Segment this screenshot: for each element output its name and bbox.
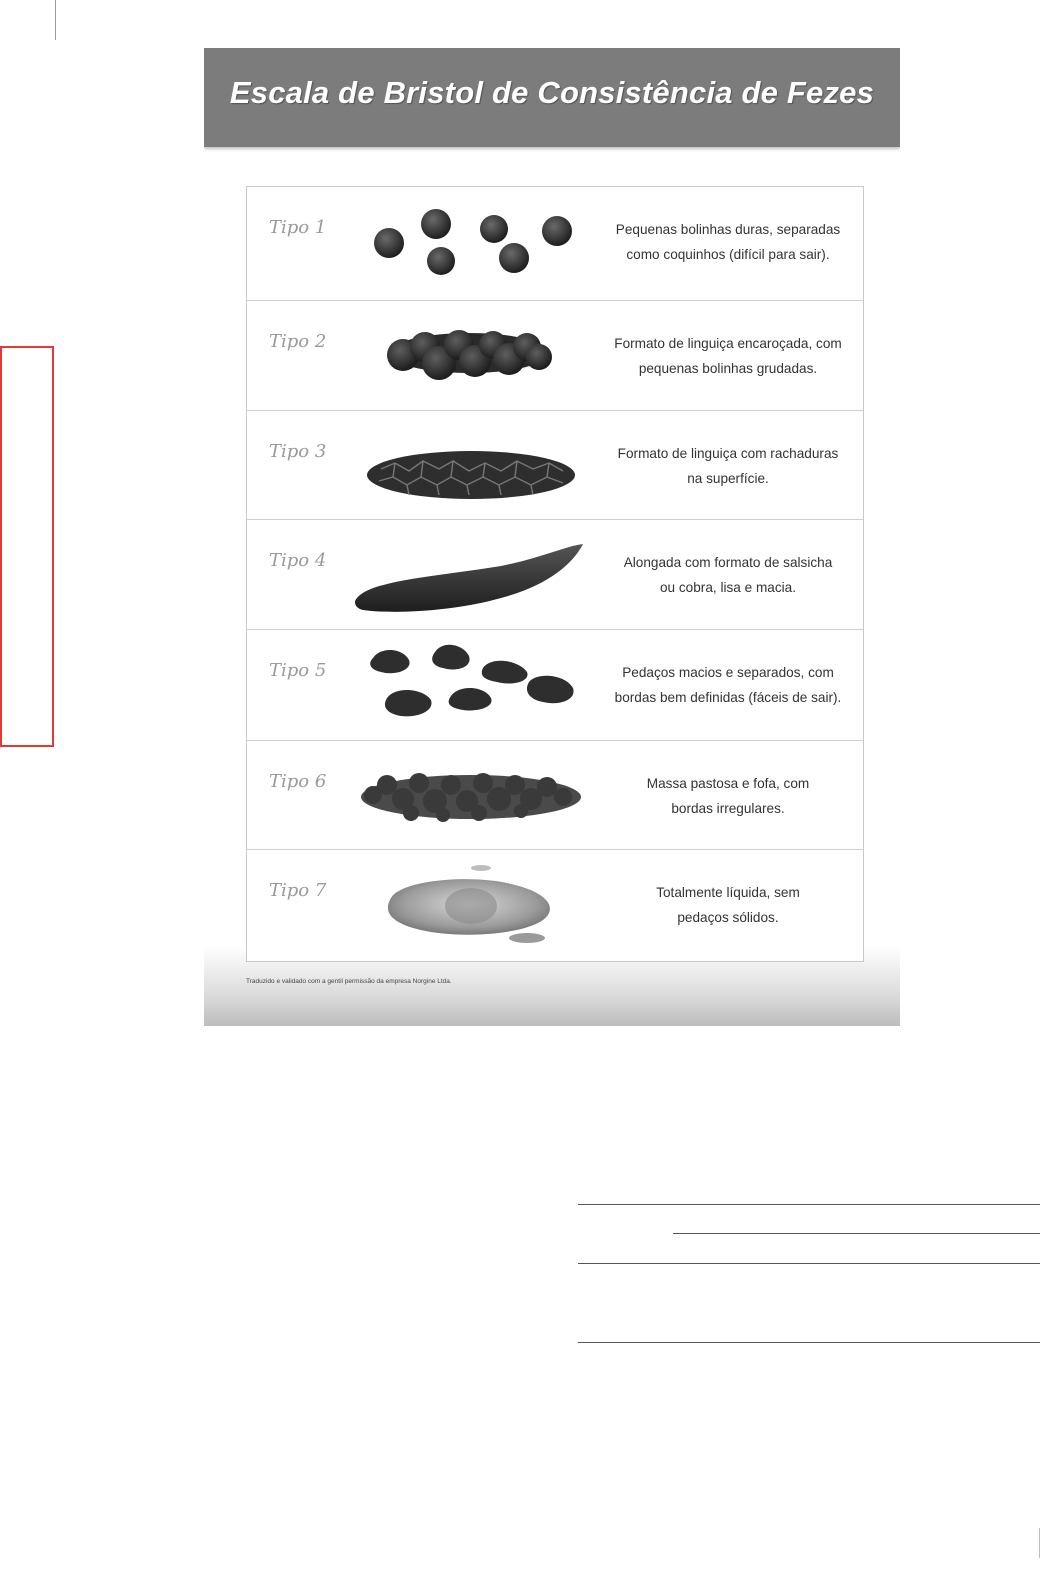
type-1-illustration — [351, 195, 591, 289]
desc-line: bordas bem definidas (fáceis de sair). — [614, 690, 842, 705]
type-description — [599, 331, 857, 381]
desc-line: ou cobra, lisa e macia. — [659, 580, 796, 595]
page-edge-mark — [1039, 1528, 1040, 1558]
desc-line: Massa pastosa e fofa, com — [646, 776, 810, 791]
figure-footnote: Traduzido e validado com a gentil permissão da empresa Norgine Ltda. — [246, 978, 452, 985]
type-3-illustration — [351, 419, 591, 513]
type-description — [599, 880, 857, 930]
scale-table — [246, 186, 864, 962]
scale-row-type-4 — [247, 520, 863, 630]
type-2-illustration — [351, 309, 591, 403]
type-description — [599, 660, 857, 710]
rule-line — [578, 1204, 1040, 1205]
scale-row-type-7 — [247, 850, 863, 961]
rule-line — [578, 1342, 1040, 1343]
rule-line — [578, 1263, 1040, 1264]
type-label: Tipo 1 — [269, 217, 327, 238]
desc-line: Pedaços macios e separados, com — [622, 665, 834, 680]
figure-title: Escala de Bristol de Consistência de Fezes — [229, 75, 875, 110]
desc-line: Formato de linguiça com rachaduras — [617, 446, 839, 461]
desc-line: pedaços sólidos. — [677, 910, 779, 925]
scale-row-type-6 — [247, 741, 863, 850]
type-label: Tipo 6 — [269, 771, 327, 792]
type-label: Tipo 4 — [269, 550, 327, 571]
type-label: Tipo 3 — [269, 441, 327, 462]
desc-line: Totalmente líquida, sem — [656, 885, 800, 900]
type-5-illustration — [351, 638, 591, 732]
desc-line: como coquinhos (difícil para sair). — [626, 247, 830, 262]
desc-line: bordas irregulares. — [671, 801, 785, 816]
desc-line: Pequenas bolinhas duras, separadas — [615, 222, 841, 237]
type-4-illustration — [351, 528, 591, 622]
type-description — [599, 550, 857, 600]
margin-highlight-box — [0, 346, 54, 747]
scale-row-type-3 — [247, 411, 863, 520]
desc-line: Alongada com formato de salsicha — [623, 555, 833, 570]
desc-line: Formato de linguiça encaroçada, com — [614, 336, 842, 351]
title-banner — [204, 48, 900, 147]
desc-line: pequenas bolinhas grudadas. — [638, 361, 818, 376]
rule-line — [673, 1233, 1040, 1234]
scale-row-type-5 — [247, 630, 863, 741]
bristol-scale-figure — [204, 48, 900, 1026]
scale-row-type-1 — [247, 187, 863, 301]
scale-row-type-2 — [247, 301, 863, 411]
type-6-illustration — [351, 749, 591, 843]
type-description — [599, 771, 857, 821]
type-description — [599, 441, 857, 491]
type-description — [599, 217, 857, 267]
desc-line: na superfície. — [687, 471, 769, 486]
page-edge-mark — [55, 0, 56, 40]
type-label: Tipo 7 — [269, 880, 327, 901]
type-label: Tipo 5 — [269, 660, 327, 681]
type-label: Tipo 2 — [269, 331, 327, 352]
type-7-illustration — [351, 858, 591, 952]
